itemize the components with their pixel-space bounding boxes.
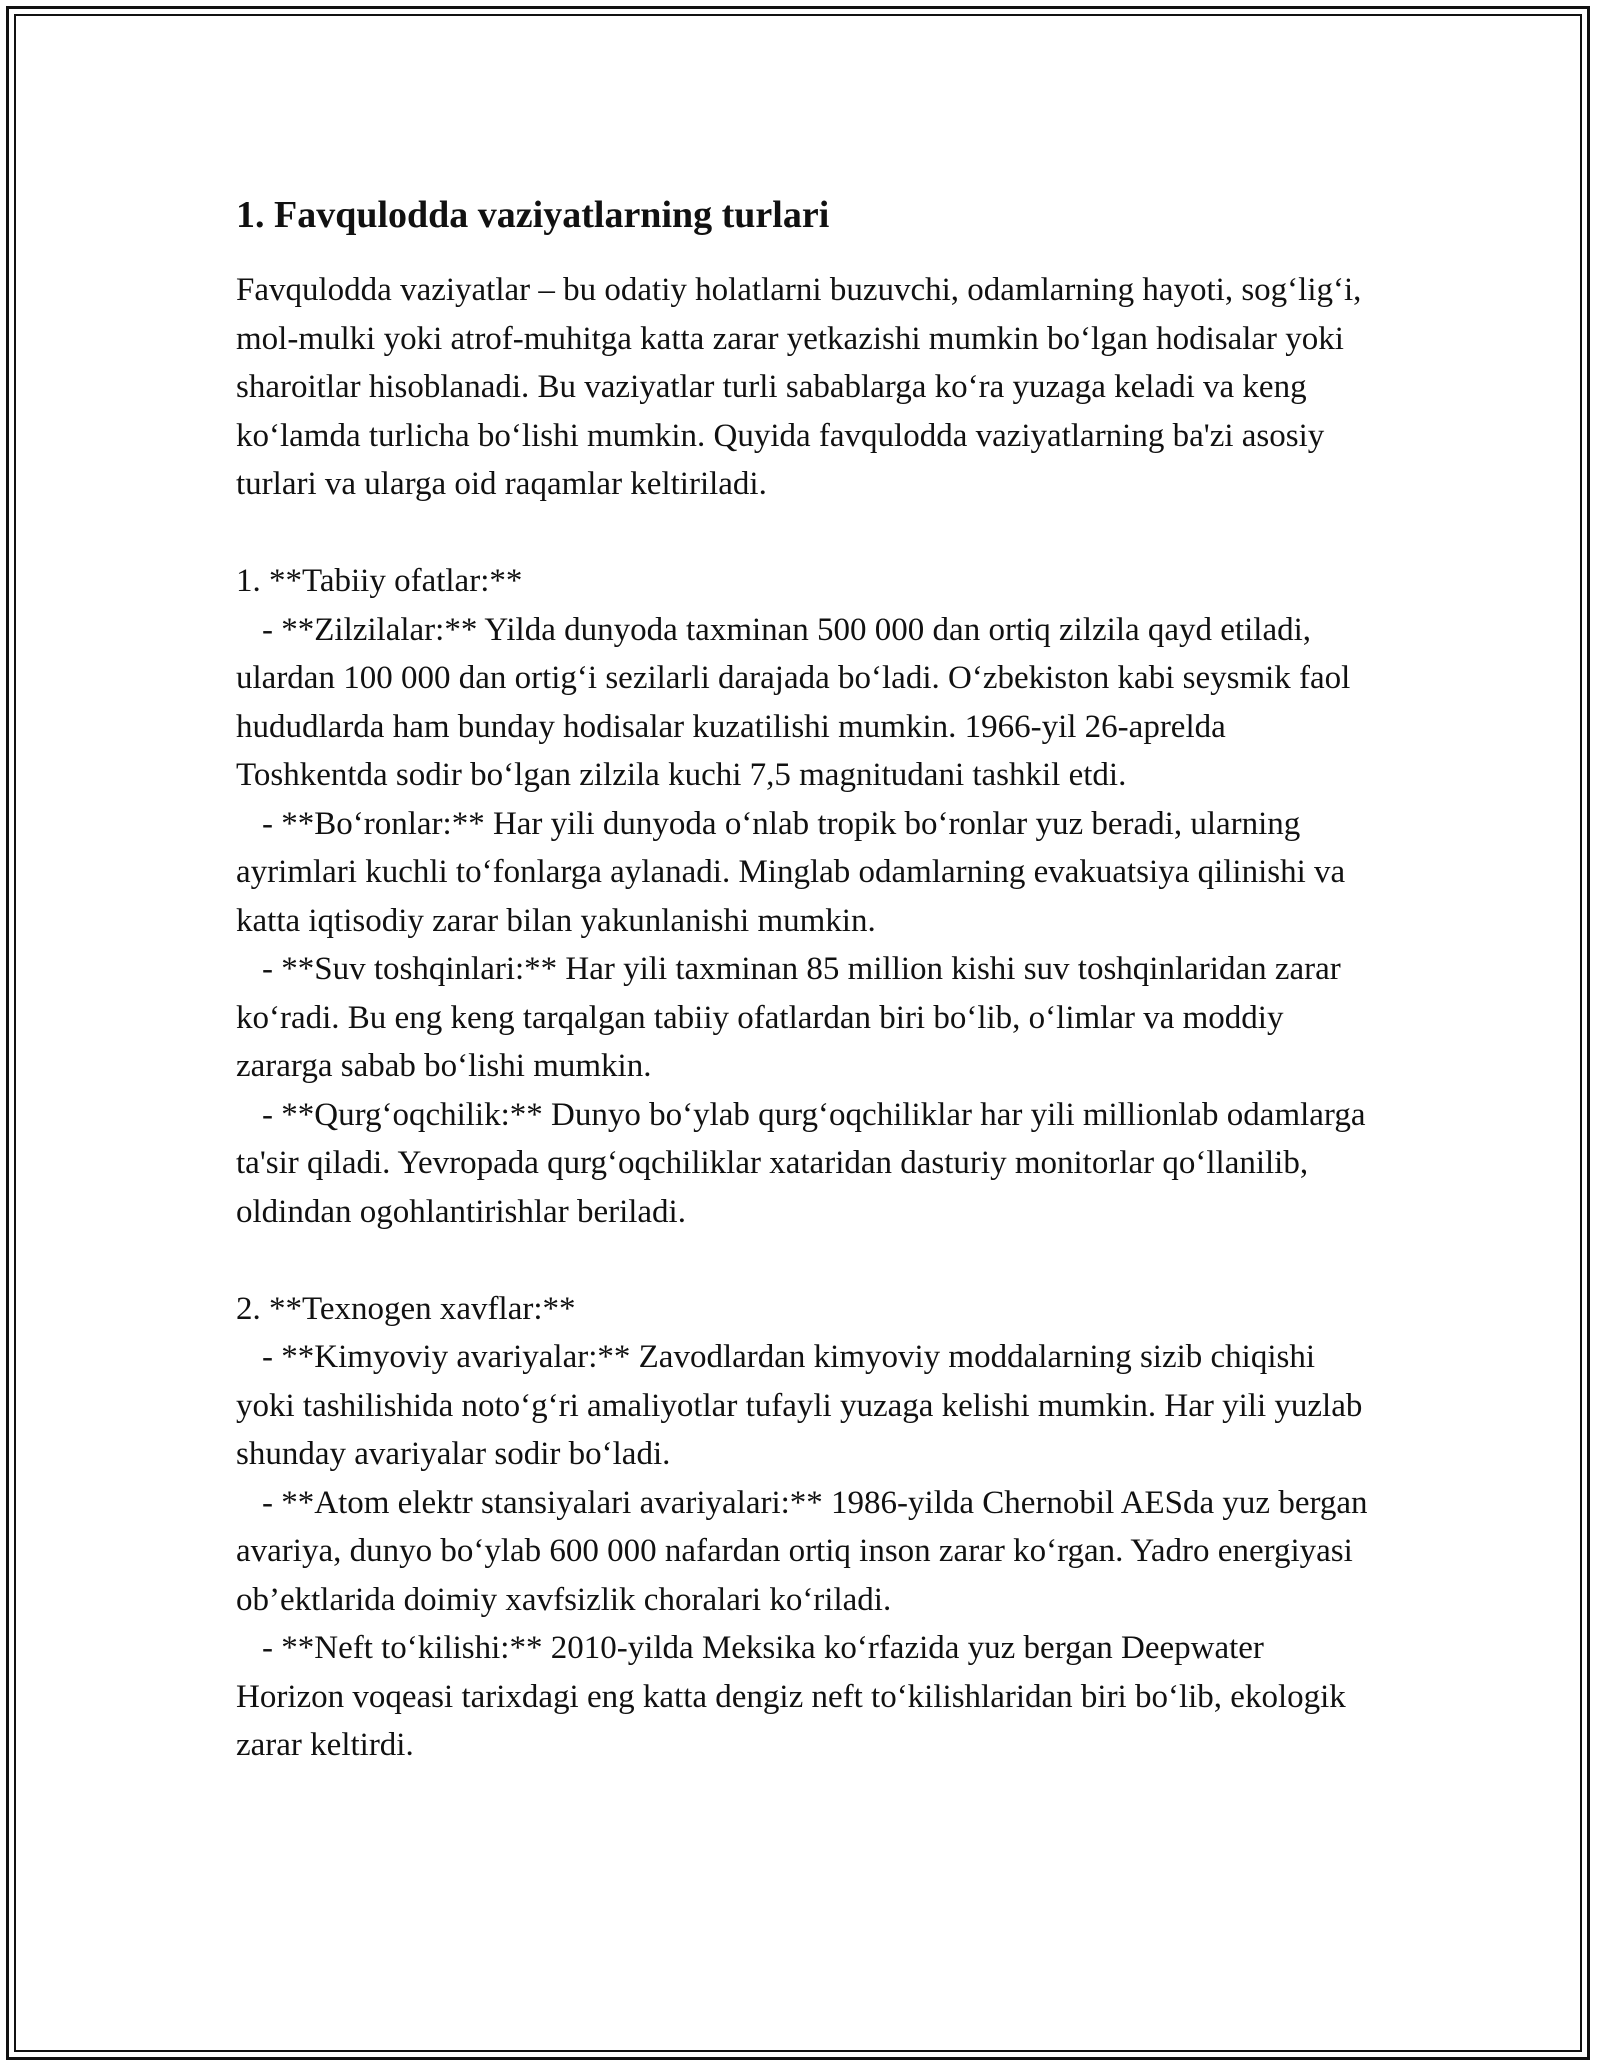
section-heading: 1. Favqulodda vaziyatlarning turlari — [236, 194, 830, 236]
list-item-nuclear-accidents: - **Atom elektr stansiyalari avariyalari:** 1986-yilda Chernobil AESda yuz bergan avariya, dunyo bo‘ylab 600 000 nafardan ortiq inson zarar ko‘rgan. Yadro energiyasi ob’ektlarida doimiy xavfsizlik choralari ko‘riladi. — [236, 1484, 1368, 1618]
document-body — [236, 186, 1376, 1770]
section-title: 2. **Texnogen xavflar:** — [236, 1290, 576, 1327]
section-natural-disasters — [236, 557, 1376, 1236]
intro-paragraph: Favqulodda vaziyatlar – bu odatiy holatlarni buzuvchi, odamlarning hayoti, sog‘lig‘i, mol-mulki yoki atrof-muhitga katta zarar yetkazishi mumkin bo‘lgan hodisalar yoki sharoitlar hisoblanadi. Bu vaziyatlar turli sabablarga ko‘ra yuzaga keladi va keng ko‘lamda turlicha bo‘lishi mumkin. Quyida favqulodda vaziyatlarning ba'zi asosiy turlari va ularga oid raqamlar keltiriladi. — [236, 272, 1362, 502]
list-item-chemical-accidents: - **Kimyoviy avariyalar:** Zavodlardan kimyoviy moddalarning sizib chiqishi yoki tashilishida noto‘g‘ri amaliyotlar tufayli yuzaga kelishi mumkin. Har yili yuzlab shunday avariyalar sodir bo‘ladi. — [236, 1339, 1363, 1472]
list-item-floods: - **Suv toshqinlari:** Har yili taxminan 85 million kishi suv toshqinlaridan zarar ko‘radi. Bu eng keng tarqalgan tabiiy ofatlardan biri bo‘lib, o‘limlar va moddiy zararga sabab bo‘lishi mumkin. — [236, 951, 1341, 1084]
list-item-storms: - **Bo‘ronlar:** Har yili dunyoda o‘nlab tropik bo‘ronlar yuz beradi, ularning ayrimlari kuchli to‘fonlarga aylanadi. Minglab odamlarning evakuatsiya qilinishi va katta iqtisodiy zarar bilan yakunlanishi mumkin. — [236, 805, 1346, 939]
list-item-drought: - **Qurg‘oqchilik:** Dunyo bo‘ylab qurg‘oqchiliklar har yili millionlab odamlarga ta'sir qiladi. Yevropada qurg‘oqchiliklar xataridan dasturiy monitorlar qo‘llanilib, oldindan ogohlantirishlar beriladi. — [236, 1096, 1366, 1230]
list-item-oil-spills: - **Neft to‘kilishi:** 2010-yilda Meksika ko‘rfazida yuz bergan Deepwater Horizon voqeasi tarixdagi eng katta dengiz neft to‘kilishlaridan biri bo‘lib, ekologik zarar keltirdi. — [236, 1630, 1346, 1763]
section-technogenic-hazards — [236, 1285, 1376, 1770]
list-item-earthquakes: - **Zilzilalar:** Yilda dunyoda taxminan 500 000 dan ortiq zilzila qayd etiladi, ulardan 100 000 dan ortig‘i sezilarli darajada bo‘ladi. O‘zbekiston kabi seysmik faol hududlarda ham bunday hodisalar kuzatilishi mumkin. 1966-yil 26-aprelda Toshkentda sodir bo‘lgan zilzila kuchi 7,5 magnitudani tashkil etdi. — [236, 611, 1351, 793]
section-title: 1. **Tabiiy ofatlar:** — [236, 563, 523, 599]
